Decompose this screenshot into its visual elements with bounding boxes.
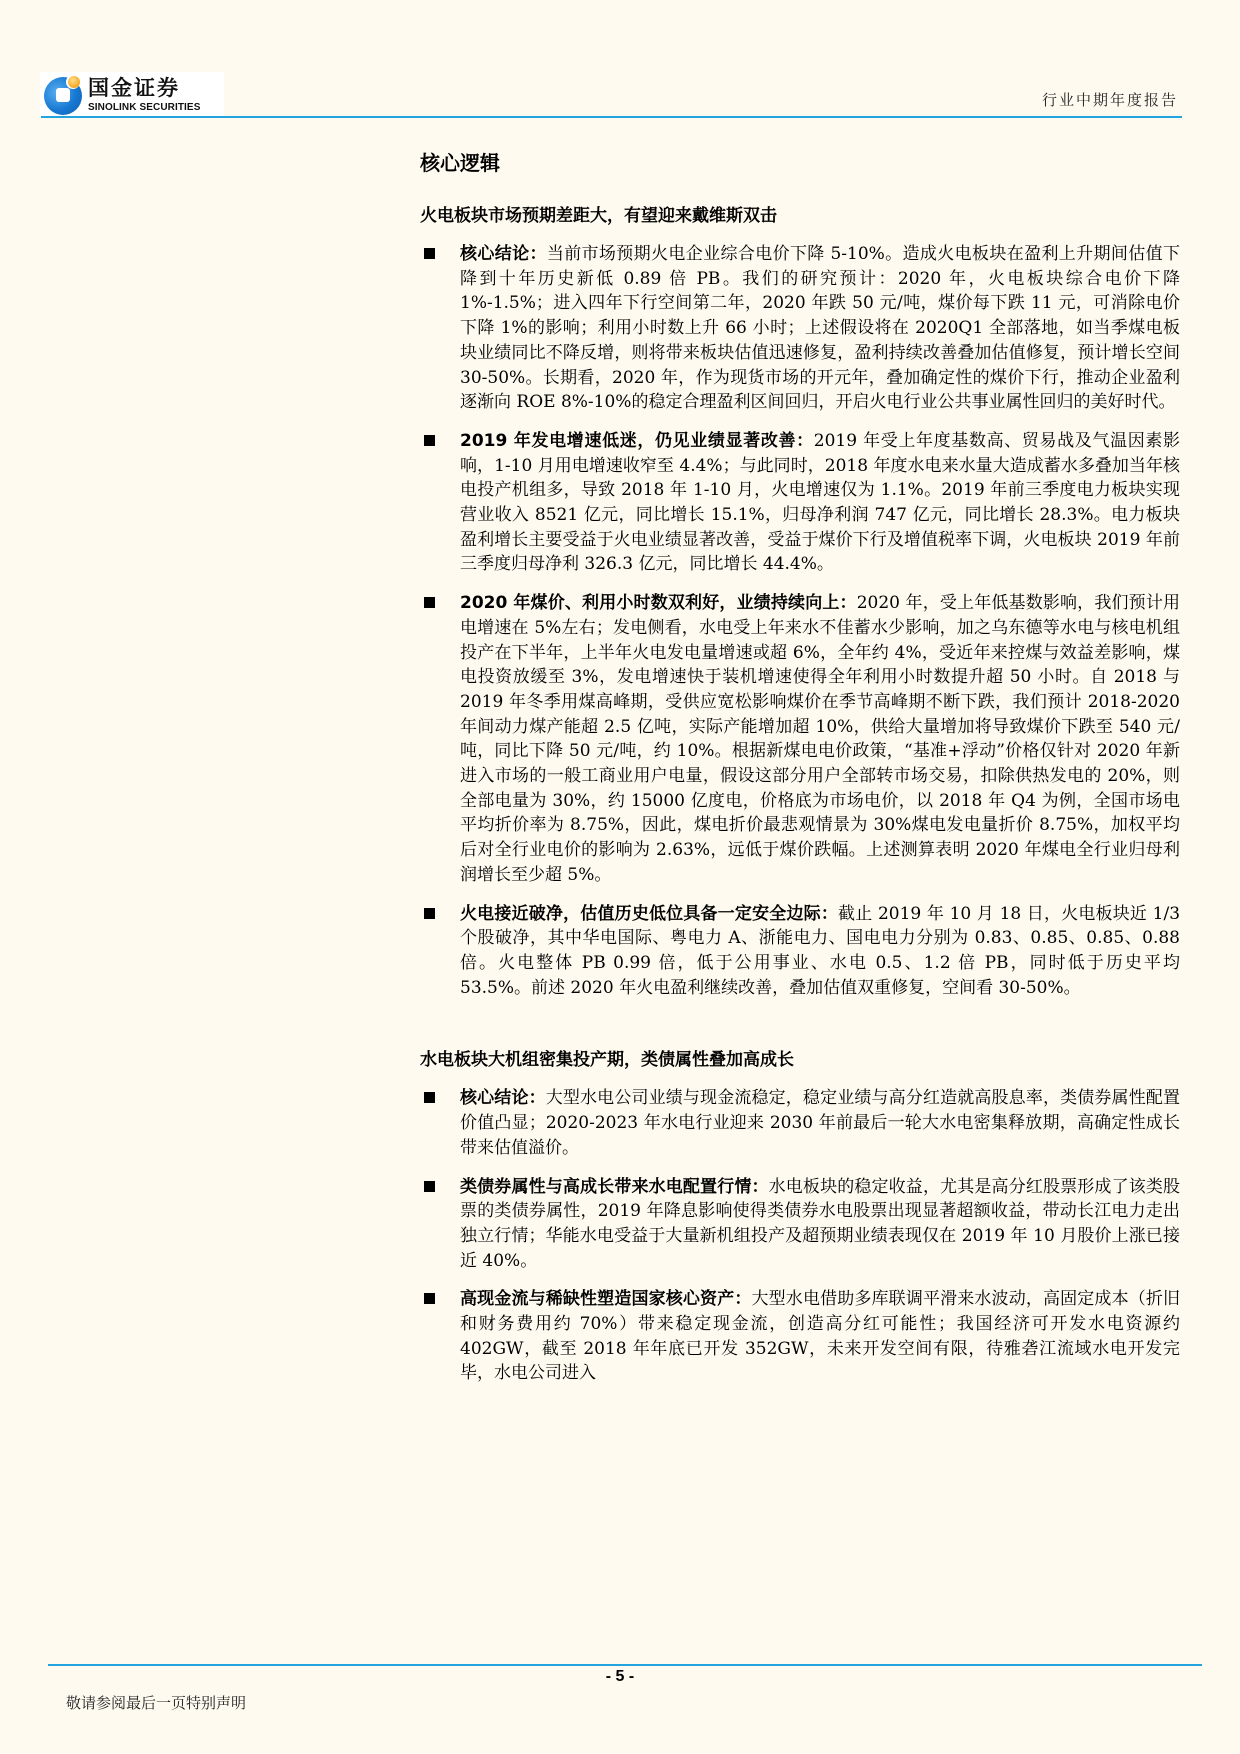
subsection-title-hydro: 水电板块大机组密集投产期，类债属性叠加高成长 [420, 1050, 794, 1071]
square-bullet-icon [424, 1092, 435, 1103]
bullet-body: 水电板块的稳定收益，尤其是高分红股票形成了该类股票的类债券属性，2019 年降息影响使得类债券水电股票出现显著超额收益，带动长江电力走出独立行情；华能水电受益于大量新机组投产及超预期业绩表现仅在 2019 年 10 月股价上涨已接近 40%。 [460, 1176, 1181, 1271]
bullet-lead: 核心结论： [460, 1088, 546, 1109]
bullet-body: 大型水电借助多库联调平滑来水波动，高固定成本（折旧和财务费用约 70%）带来稳定现金流，创造高分红可能性；我国经济可开发水电资源约 402GW，截至 2018 年年底已开发 352GW，未来开发空间有限，待雅砻江流域水电开发完毕，水电公司进入 [460, 1289, 1181, 1384]
bullet-item [418, 242, 1180, 415]
bullet-lead: 类债券属性与高成长带来水电配置行情： [460, 1176, 769, 1197]
bullet-lead: 高现金流与稀缺性塑造国家核心资产： [460, 1289, 752, 1310]
square-bullet-icon [424, 597, 435, 608]
bullet-item [418, 591, 1180, 887]
bullet-lead: 火电接近破净，估值历史低位具备一定安全边际： [460, 903, 839, 924]
bullet-lead: 2019 年发电增速低迷，仍见业绩显著改善： [460, 430, 814, 451]
disclaimer-note: 敬请参阅最后一页特别声明 [66, 1694, 247, 1712]
logo-name-en: SINOLINK SECURITIES [88, 101, 201, 113]
page-number: - 5 - [605, 1668, 635, 1685]
bullet-body: 大型水电公司业绩与现金流稳定，稳定业绩与高分红造就高股息率，类债券属性配置价值凸显；2020-2023 年水电行业迎来 2030 年前最后一轮大水电密集释放期，高确定性成长带来估值溢价。 [460, 1088, 1181, 1158]
header-divider [41, 116, 1182, 118]
bullet-lead: 2020 年煤价、利用小时数双利好，业绩持续向上： [460, 593, 857, 614]
bullet-body: 2020 年，受上年低基数影响，我们预计用电增速在 5%左右；发电侧看，水电受上年来水不佳蓄水少影响，加之乌东德等水电与核电机组投产在下半年，上半年火电发电量增速或超 6%，全年约 4%，受近年来控煤与效益差影响，煤电投资放缓至 3%，发电增速快于装机增速使得全年利用小时数提升超 50 小时。自 2018 与 2019 年冬季用煤高峰期，受供应宽松影响煤价在季节高峰期不断下跌，我们预计 2018-2020 年间动力煤产能超 2.5 亿吨，实际产能增加超 10%，供给大量增加将导致煤价下跌至 540 元/吨，同比下降 50 元/吨，约 10%。根据新煤电电价政策，“基准+浮动”价格仅针对 2020 年新进入市场的一般工商业用户电量，假设这部分用户全部转市场交易，扣除供热发电的 20%，则全部电量为 30%，约 15000 亿度电，价格底为市场电价，以 2018 年 Q4 为例，全国市场电平均折价率为 8.75%，因此，煤电折价最悲观情景为 30%煤电发电量折价 8.75%，加权平均后对全行业电价的影响为 2.63%，远低于煤价跌幅。上述测算表明 2020 年煤电全行业归母利润增长至少超 5%。 [460, 593, 1181, 885]
bullet-body: 当前市场预期火电企业综合电价下降 5-10%。造成火电板块在盈利上升期间估值下降到十年历史新低 0.89 倍 PB。我们的研究预计：2020 年，火电板块综合电价下降 1%-1.5%；进入四年下行空间第二年，2020 年跌 50 元/吨，煤价每下跌 11 元，可消除电价下降 1%的影响；利用小时数上升 66 小时；上述假设将在 2020Q1 全部落地，如当季煤电板块业绩同比不降反增，则将带来板块估值迅速修复，盈利持续改善叠加估值修复，预计增长空间 30-50%。长期看，2020 年，作为现货市场的开元年，叠加确定性的煤价下行，推动企业盈利逐渐向 ROE 8%-10%的稳定合理盈利区间回归，开启火电行业公共事业属性回归的美好时代。 [460, 244, 1180, 413]
bullet-body: 截止 2019 年 10 月 18 日，火电板块近 1/3 个股破净，其中华电国际、粤电力 A、浙能电力、国电电力分别为 0.83、0.85、0.85、0.88 倍。火电整体 PB 0.99 倍，低于公用事业、水电 0.5、1.2 倍 PB，同时低于历史平均 53.5%。前述 2020 年火电盈利继续改善，叠加估值双重修复，空间看 30-50%。 [460, 903, 1181, 998]
bullet-item [418, 1086, 1180, 1160]
page-header [0, 0, 1240, 120]
report-type: 行业中期年度报告 [1041, 91, 1178, 109]
square-bullet-icon [424, 1181, 435, 1192]
logo-mark-icon [44, 75, 84, 115]
square-bullet-icon [424, 1293, 435, 1304]
square-bullet-icon [424, 248, 435, 259]
bullet-item [418, 1287, 1180, 1386]
bullet-lead: 核心结论： [460, 244, 547, 264]
logo-name-cn: 国金证券 [88, 75, 180, 100]
bullet-item [418, 1175, 1180, 1274]
company-logo [40, 72, 224, 118]
square-bullet-icon [424, 908, 435, 919]
section-title: 核心逻辑 [420, 151, 500, 175]
main-content [418, 148, 1180, 1386]
bullet-body: 2019 年受上年度基数高、贸易战及气温因素影响，1-10 月用电增速收窄至 4.4%；与此同时，2018 年度水电来水量大造成蓄水多叠加当年核电投产机组多，导致 2018 年 1-10 月，火电增速仅为 1.1%。2019 年前三季度电力板块实现营业收入 8521 亿元，同比增长 15.1%，归母净利润 747 亿元，同比增长 28.3%。电力板块盈利增长主要受益于火电业绩显著改善，受益于煤价下行及增值税率下调，火电板块 2019 年前三季度归母净利 326.3 亿元，同比增长 44.4%。 [460, 430, 1180, 575]
subsection-title-thermal: 火电板块市场预期差距大，有望迎来戴维斯双击 [420, 206, 777, 226]
footer-divider [48, 1664, 1202, 1666]
bullet-item [418, 429, 1180, 577]
bullet-item [418, 902, 1180, 1001]
square-bullet-icon [424, 435, 435, 446]
